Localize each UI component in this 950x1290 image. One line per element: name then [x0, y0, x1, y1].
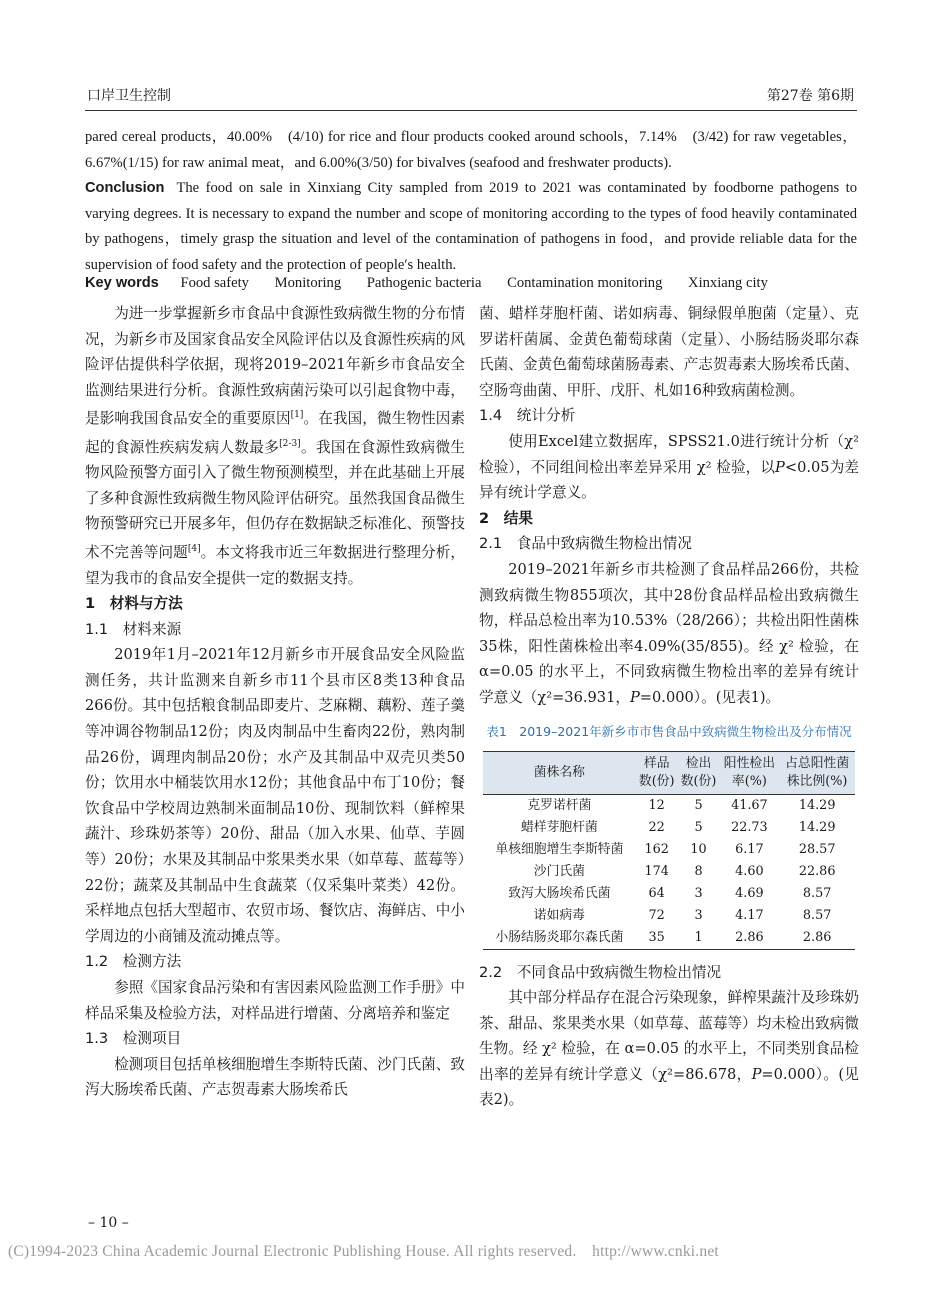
- table-row: 诺如病毒 72 3 4.17 8.57: [533, 907, 832, 923]
- items-continued: 菌、蜡样芽胞杆菌、诺如病毒、铜绿假单胞菌（定量）、克罗诺杆菌属、金黄色葡萄球菌（定量）、小肠结肠炎耶尔森氏菌、金黄色葡萄球菌肠毒素、产志贺毒素大肠埃希氏菌、空肠弯曲菌、甲肝、戊肝、札如16种致病菌检测。: [479, 305, 859, 399]
- table-row: 沙门氏菌 174 8 4.60 22.86: [533, 863, 836, 879]
- citation: [2-3]: [279, 438, 301, 449]
- citation: [4]: [187, 544, 201, 555]
- table-row: 致泻大肠埃希氏菌 64 3 4.69 8.57: [508, 885, 832, 901]
- table-row: 蜡样芽胞杆菌 22 5 22.73 14.29: [520, 819, 836, 835]
- intro-paragraph: 为进一步掌握新乡市食品中食源性致病微生物的分布情况，为新乡市及国家食品安全风险评估以及食源性疾病的风险评估提供科学依据，现将2019–2021年新乡市食品安全监测结果进行分析。食源性致病菌污染可以引起食物中毒，是影响我国食品安全的重要原因[1]。在我国，微生物性因素起的食源性疾病发病人数最多[2-3]。我国在食源性致病微生物风险预警方面引入了微生物预测模型，并在此基础上开展了多种食源性致病微生物风险评估研究。虽然我国食品微生物预警研究已开展多年，但仍存在数据缺乏标准化、预警技术不完善等问题[4]。本文将我市近三年数据进行整理分析，望为我市的食品安全提供一定的数据支持。: [85, 305, 465, 587]
- section-heading: 2 结果: [479, 509, 533, 527]
- table-row: 克罗诺杆菌 12 5 41.67 14.29: [527, 797, 836, 813]
- keyword: Monitoring: [274, 275, 342, 291]
- journal-name: 口岸卫生控制: [87, 88, 171, 104]
- table-header: 菌株名称: [483, 751, 636, 794]
- english-abstract: [85, 125, 857, 279]
- left-column: [85, 301, 465, 1103]
- copyright-footer: (C)1994-2023 China Academic Journal Electronic Publishing House. All rights reserved. http://www.cnki.net: [8, 1243, 719, 1260]
- subsection-heading: 1.2 检测方法: [85, 953, 182, 971]
- subsection-heading: 2.1 食品中致病微生物检出情况: [479, 535, 692, 553]
- header-rule: [85, 110, 857, 111]
- materials-paragraph: 2019年1月–2021年12月新乡市开展食品安全风险监测任务，共计监测来自新乡市11个县市区8类13种食品266份。其中包括粮食制品即麦片、芝麻糊、藕粉、莲子羹等冲调谷物制品12份；肉及肉制品中生畜肉22份，熟肉制品26份，调理肉制品20份；水产及其制品中双壳贝类50份；饮用水中桶装饮用水12份；其他食品中布丁10份；餐饮食品中学校周边熟制米面制品10份、现制饮料（鲜榨果蔬汁、珍珠奶茶等）20份、甜品（加入水果、仙草、芋圆等）20份；水果及其制品中浆果类水果（如草莓、蓝莓等）22份；蔬菜及其制品中生食蔬菜（仅采集叶菜类）42份。采样地点包括大型超市、农贸市场、餐饮店、海鲜店、中小学周边的小商铺及流动摊点等。: [85, 646, 465, 945]
- conclusion-label: Conclusion: [85, 180, 165, 197]
- keyword: Pathogenic bacteria: [366, 275, 482, 291]
- table-header: 占总阳性菌株比例(%): [779, 751, 855, 794]
- abstract-conclusion: [85, 176, 857, 278]
- table-header: 样品数(份): [636, 751, 678, 794]
- table-row: 小肠结肠炎耶尔森氏菌 35 1 2.86 2.86: [483, 927, 855, 950]
- abstract-results-tail: pared cereal products，40.00% (4/10) for rice and flour products cooked around schools，7.14% (3/42) for raw vegetables，6.67%(1/15) for raw animal meat，and 6.00%(3/50) for bivalves (seafood and freshwater products).: [85, 129, 857, 171]
- food-results-paragraph: 其中部分样品存在混合污染现象，鲜榨果蔬汁及珍珠奶茶、甜品、浆果类水果（如草莓、蓝莓等）均未检出致病微生物。经 χ² 检验，在 α=0.05 的水平上，不同类别食品检出率的差异有统计学意义（χ²=86.678，P=0.000）。(见表2)。: [479, 989, 859, 1109]
- results-paragraph: 2019–2021年新乡市共检测了食品样品266份，共检测致病微生物855项次，其中28份食品样品检出致病微生物，样品总检出率为10.53%（28/266）；共检出阳性菌株35株，阳性菌株检出率4.09%(35/855)。经 χ² 检验，在 α=0.05 的水平上，不同致病微生物检出率的差异有统计学意义（χ²=36.931，P=0.000）。(见表1)。: [479, 560, 859, 706]
- section-heading: 1 材料与方法: [85, 595, 183, 613]
- subsection-heading: 1.4 统计分析: [479, 407, 576, 425]
- conclusion-text: The food on sale in Xinxiang City sampled from 2019 to 2021 was contaminated by foodborne pathogens to varying degrees. It is necessary to expand the number and scope of monitoring according to the types of food heavily contaminated by pathogens，timely grasp the situation and level of the contamination of pathogens in food，and provide reliable data for the supervision of food safety and the protection of people′s health.: [85, 180, 857, 273]
- subsection-heading: 1.3 检测项目: [85, 1030, 182, 1048]
- citation: [1]: [290, 410, 304, 421]
- keyword: Food safety: [180, 275, 249, 291]
- table-row: 单核细胞增生李斯特菌 162 10 6.17 28.57: [495, 841, 836, 857]
- page-number: – 10 –: [88, 1215, 129, 1231]
- keywords-label: Key words: [85, 275, 159, 291]
- issue-info: 第27卷 第6期: [766, 88, 854, 104]
- table-header: 阳性检出率(%): [719, 751, 779, 794]
- keywords: [85, 275, 790, 292]
- items-paragraph: 检测项目包括单核细胞增生李斯特氏菌、沙门氏菌、致泻大肠埃希氏菌、产志贺毒素大肠埃希氏: [85, 1055, 465, 1099]
- methods-paragraph: 参照《国家食品污染和有害因素风险监测工作手册》中样品采集及检验方法，对样品进行增菌、分离培养和鉴定: [85, 979, 465, 1022]
- table-header: 检出数(份): [678, 751, 720, 794]
- results-table: [483, 751, 855, 950]
- table-caption: 表1 2019–2021年新乡市市售食品中致病微生物检出及分布情况: [486, 723, 852, 739]
- keyword: Xinxiang city: [688, 275, 768, 291]
- stats-paragraph: 使用Excel建立数据库，SPSS21.0进行统计分析（χ² 检验），不同组间检出率差异采用 χ² 检验，以P<0.05为差异有统计学意义。: [479, 432, 859, 502]
- keyword: Contamination monitoring: [507, 275, 663, 291]
- subsection-heading: 1.1 材料来源: [85, 620, 182, 638]
- subsection-heading: 2.2 不同食品中致病微生物检出情况: [479, 963, 722, 981]
- right-column: [479, 301, 859, 1113]
